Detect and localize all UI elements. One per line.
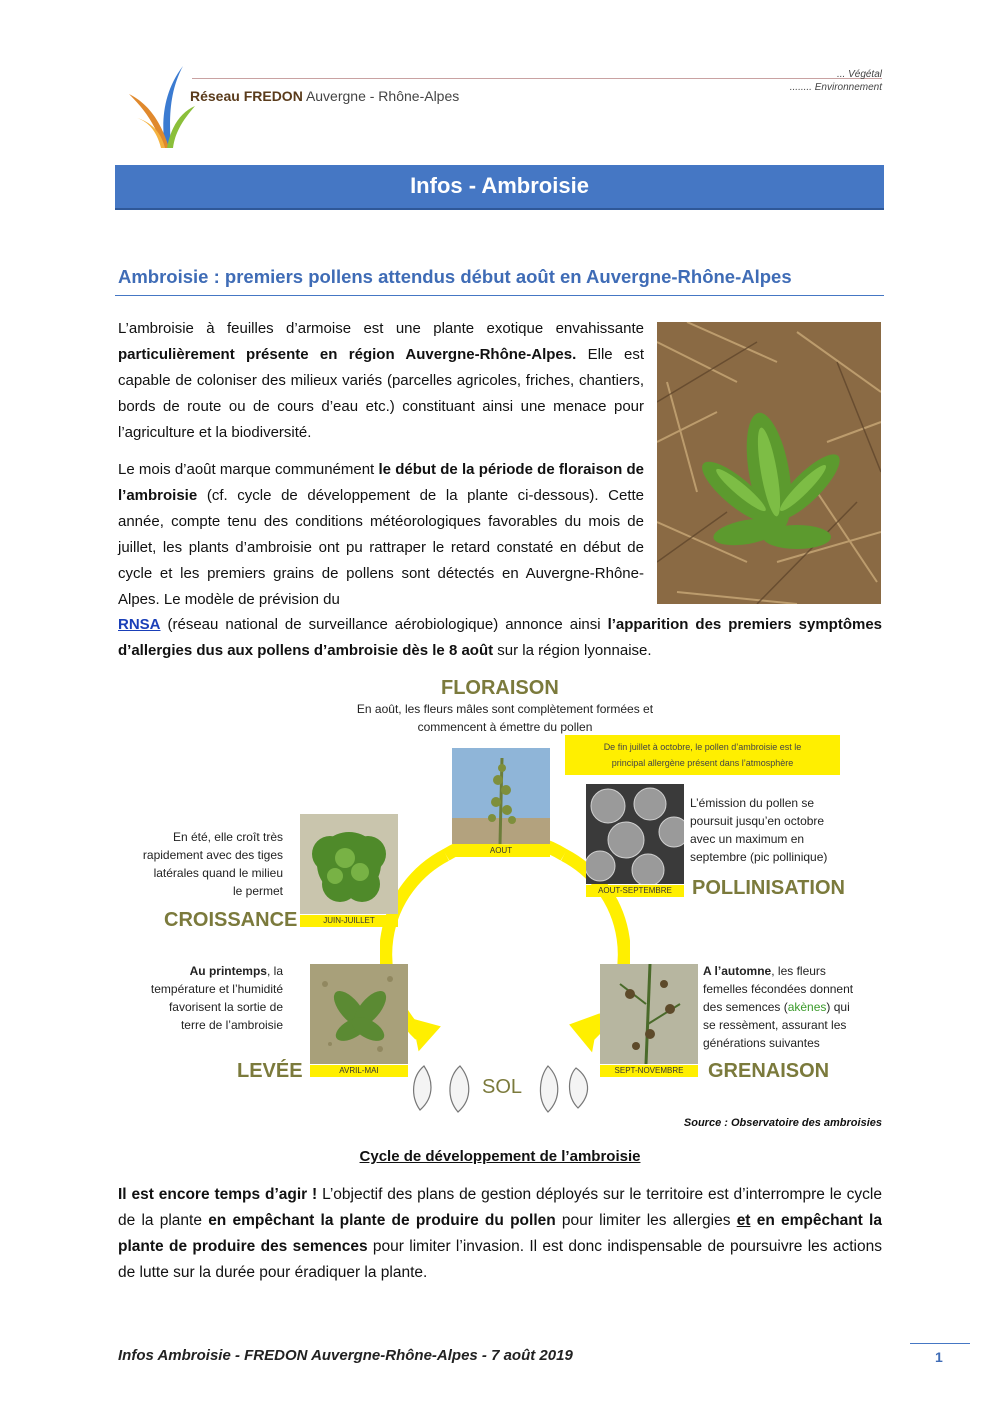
levee-text <box>110 962 283 1034</box>
floraison-text-1: En août, les fleurs mâles sont complètement formées et <box>356 702 654 716</box>
partner-line-2: ........ Environnement <box>789 82 882 93</box>
grenaison-line-4: se ressèment, assurant les <box>703 1018 847 1032</box>
tag-avril-mai: AVRIL-MAI <box>310 1065 408 1077</box>
intro-text-a: L’ambroisie à feuilles d’armoise est une plante exotique envahissante <box>118 320 644 337</box>
grenaison-line-3-c: ) qui <box>826 1000 850 1014</box>
rnsa-text-bold: l’apparition des premiers symptômes d’allergies dus aux pollens d’ambroisie dès le 8 août <box>118 616 882 659</box>
aug-text-c: (cf. cycle de développement de la plante ci-dessous). Cette année, compte tenu des conditions météorologiques favorables du mois de juillet, les plants d’ambroisie ont pu rattraper le retard constaté en début de cycle et les premiers grains de pollens sont détectés en Auvergne-Rhône-Alpes. Le modèle de prévision du <box>118 487 644 608</box>
grenaison-line-1-rest: , les fleurs <box>771 964 826 978</box>
tag-aout: AOUT <box>452 845 550 857</box>
intro-text-bold: particulièrement présente en région Auvergne-Rhône-Alpes. <box>118 346 577 363</box>
levee-line-2: température et l’humidité <box>150 982 283 996</box>
grenaison-photo <box>600 964 698 1064</box>
pollinisation-title: POLLINISATION <box>692 877 845 899</box>
pollen-photo <box>586 784 684 884</box>
rnsa-text-f: sur la région lyonnaise. <box>493 642 652 659</box>
levee-line-1-rest: , la <box>266 964 283 978</box>
levee-title: LEVÉE <box>237 1060 303 1082</box>
levee-line-4: terre de l’ambroisie <box>180 1018 283 1032</box>
article-title: Ambroisie : premiers pollens attendus début août en Auvergne-Rhône-Alpes <box>118 266 792 287</box>
aug-text-bold: le début de la période de floraison de l’ambroisie <box>118 461 644 504</box>
organization-name <box>190 88 459 104</box>
grenaison-line-3-a: des semences ( <box>703 1000 788 1014</box>
rnsa-paragraph <box>118 612 882 664</box>
croissance-line-3: latérales quand le milieu <box>153 866 283 880</box>
intro-paragraph <box>118 316 644 446</box>
pollen-note <box>565 735 840 775</box>
grenaison-line-5: générations suivantes <box>703 1036 820 1050</box>
org-region: Auvergne - Rhône-Alpes <box>305 88 460 104</box>
pollinisation-line-1: L’émission du pollen se <box>690 796 815 810</box>
rnsa-text-d: (réseau national de surveillance aérobiologique) annonce ainsi <box>160 616 608 633</box>
footer-text: Infos Ambroisie - FREDON Auvergne-Rhône-Alpes - 7 août 2019 <box>118 1347 573 1364</box>
levee-line-1 <box>110 962 283 980</box>
figure-caption: Cycle de développement de l’ambroisie <box>359 1148 641 1165</box>
fredon-logo-icon <box>125 62 195 148</box>
grenaison-line-1 <box>703 962 883 980</box>
levee-line-3: favorisent la sortie de <box>168 1000 283 1014</box>
croissance-title: CROISSANCE <box>164 909 298 931</box>
page-number-rule <box>910 1343 970 1344</box>
croissance-line-4: le permet <box>232 884 283 898</box>
conclusion-bold-e: et <box>736 1212 751 1229</box>
conclusion-text-g: pour limiter l’invasion. Il est donc indispensable de poursuivre les actions de lutte sur la durée pour éradiquer la plante. <box>118 1238 882 1281</box>
grenaison-text <box>703 962 883 1052</box>
levee-line-1-bold: Au printemps <box>189 964 267 978</box>
aug-text-a: Le mois d’août marque communément <box>118 461 379 478</box>
title-underline <box>115 295 884 296</box>
floraison-photo <box>452 748 550 844</box>
tag-juin-juillet: JUIN-JUILLET <box>300 915 398 927</box>
org-bold: Réseau FREDON <box>190 88 303 104</box>
conclusion-bold-a: Il est encore temps d’agir ! <box>118 1186 318 1203</box>
august-paragraph <box>118 457 644 613</box>
pollinisation-line-2: poursuit jusqu’en octobre <box>690 814 825 828</box>
conclusion-bold-c: en empêchant la plante de produire du pollen <box>208 1212 556 1229</box>
floraison-text-2: commencent à émettre du pollen <box>417 720 593 734</box>
rnsa-link[interactable]: RNSA <box>118 616 161 633</box>
partner-line-1: ... Végétal <box>836 69 882 80</box>
pollen-note-line-1: De fin juillet à octobre, le pollen d’ambroisie est le <box>603 742 802 752</box>
source-note: Source : Observatoire des ambroisies <box>683 1117 882 1129</box>
pollinisation-line-3: avec un maximum en <box>690 832 805 846</box>
grenaison-line-1-bold: A l’automne <box>703 964 772 978</box>
croissance-text <box>110 828 283 900</box>
croissance-line-1: En été, elle croît très <box>172 830 283 844</box>
grenaison-line-3 <box>703 998 883 1016</box>
croissance-line-2: rapidement avec des tiges <box>142 848 283 862</box>
croissance-photo <box>300 814 398 914</box>
banner-title: Infos - Ambroisie <box>115 165 884 210</box>
pollinisation-line-4: septembre (pic pollinique) <box>690 850 828 864</box>
grenaison-line-2: femelles fécondées donnent <box>703 982 854 996</box>
tag-aout-septembre: AOUT-SEPTEMBRE <box>586 885 684 897</box>
levee-photo <box>310 964 408 1064</box>
sol-label: SOL <box>482 1076 523 1098</box>
tag-sept-novembre: SEPT-NOVEMBRE <box>600 1065 698 1077</box>
pollinisation-text <box>690 794 870 866</box>
ragweed-photo <box>657 322 881 604</box>
intro-text-c: Elle est capable de coloniser des milieux variés (parcelles agricoles, friches, chantiers, bords de route ou de cours d’eau etc.) constituant ainsi une menace pour l’agriculture et la biodiversité. <box>118 346 644 441</box>
floraison-title: FLORAISON <box>441 677 559 699</box>
partner-logo <box>770 68 882 94</box>
page-number: 1 <box>935 1349 943 1365</box>
pollen-note-line-2: principal allergène présent dans l’atmosphère <box>611 758 794 768</box>
conclusion-bold-f: en empêchant la plante de produire des semences <box>118 1212 882 1255</box>
floraison-text <box>300 700 710 736</box>
akenes-word: akènes <box>787 1000 827 1014</box>
conclusion-paragraph <box>118 1182 882 1286</box>
conclusion-text-b: L’objectif des plans de gestion déployés sur le territoire est d’interrompre le cycle de la plante <box>118 1186 882 1229</box>
conclusion-text-d: pour limiter les allergies <box>555 1212 737 1229</box>
grenaison-title: GRENAISON <box>708 1060 830 1082</box>
